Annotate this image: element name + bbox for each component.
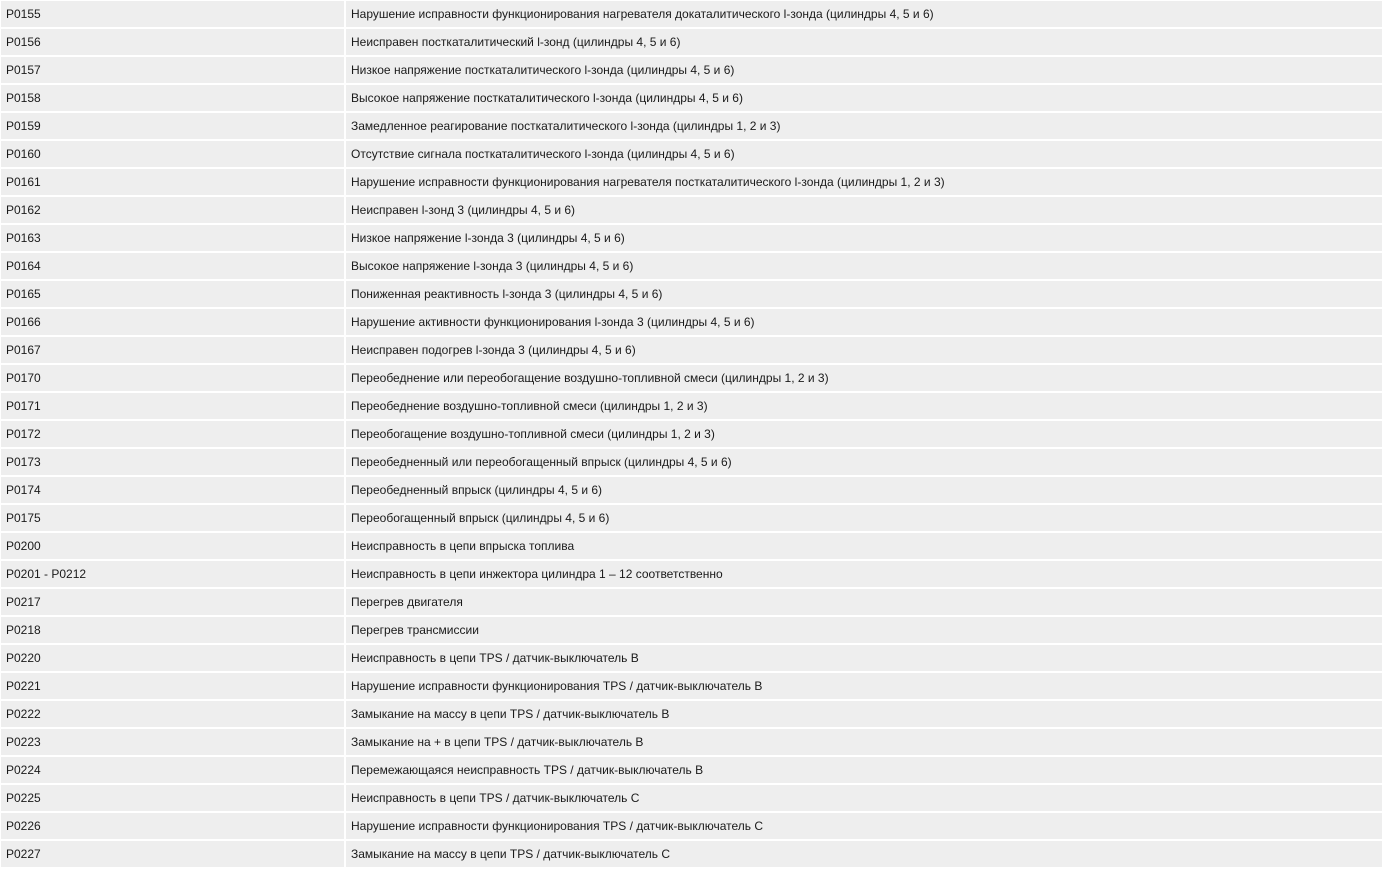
table-row <box>1 813 1382 839</box>
fault-code-cell: P0223 <box>1 729 344 755</box>
fault-description-cell: Неисправность в цепи впрыска топлива <box>346 533 1382 559</box>
fault-code-cell: P0220 <box>1 645 344 671</box>
fault-code-cell: P0221 <box>1 673 344 699</box>
fault-code-cell: P0158 <box>1 85 344 111</box>
table-row <box>1 841 1382 867</box>
table-row <box>1 197 1382 223</box>
fault-description-cell: Замедленное реагирование посткаталитического l-зонда (цилиндры 1, 2 и 3) <box>346 113 1382 139</box>
fault-code-cell: P0224 <box>1 757 344 783</box>
fault-code-cell: P0225 <box>1 785 344 811</box>
fault-code-cell: P0160 <box>1 141 344 167</box>
table-row <box>1 729 1382 755</box>
table-row <box>1 561 1382 587</box>
fault-description-cell: Высокое напряжение посткаталитического l-зонда (цилиндры 4, 5 и 6) <box>346 85 1382 111</box>
table-row <box>1 673 1382 699</box>
fault-code-cell: P0157 <box>1 57 344 83</box>
fault-description-cell: Неисправен посткаталитический l-зонд (цилиндры 4, 5 и 6) <box>346 29 1382 55</box>
fault-code-cell: P0165 <box>1 281 344 307</box>
fault-description-cell: Неисправность в цепи инжектора цилиндра 1 – 12 соответственно <box>346 561 1382 587</box>
table-row <box>1 309 1382 335</box>
fault-code-cell: P0218 <box>1 617 344 643</box>
fault-code-cell: P0227 <box>1 841 344 867</box>
fault-description-cell: Нарушение исправности функционирования TPS / датчик-выключатель B <box>346 673 1382 699</box>
fault-code-cell: P0170 <box>1 365 344 391</box>
fault-code-cell: P0174 <box>1 477 344 503</box>
fault-code-cell: P0200 <box>1 533 344 559</box>
table-row <box>1 449 1382 475</box>
table-row <box>1 29 1382 55</box>
fault-code-cell: P0164 <box>1 253 344 279</box>
table-row <box>1 533 1382 559</box>
fault-description-cell: Неисправен l-зонд 3 (цилиндры 4, 5 и 6) <box>346 197 1382 223</box>
fault-code-cell: P0155 <box>1 1 344 27</box>
table-row <box>1 505 1382 531</box>
fault-description-cell: Перегрев двигателя <box>346 589 1382 615</box>
fault-code-cell: P0161 <box>1 169 344 195</box>
fault-description-cell: Нарушение исправности функционирования нагревателя посткаталитического l-зонда (цилиндры 1, 2 и 3) <box>346 169 1382 195</box>
fault-description-cell: Нарушение исправности функционирования нагревателя докаталитического l-зонда (цилиндры 4, 5 и 6) <box>346 1 1382 27</box>
fault-description-cell: Замыкание на + в цепи TPS / датчик-выключатель B <box>346 729 1382 755</box>
table-row <box>1 393 1382 419</box>
fault-code-cell: P0217 <box>1 589 344 615</box>
table-row <box>1 645 1382 671</box>
fault-description-cell: Отсутствие сигнала посткаталитического l-зонда (цилиндры 4, 5 и 6) <box>346 141 1382 167</box>
fault-description-cell: Переобогащение воздушно-топливной смеси (цилиндры 1, 2 и 3) <box>346 421 1382 447</box>
fault-description-cell: Пониженная реактивность l-зонда 3 (цилиндры 4, 5 и 6) <box>346 281 1382 307</box>
table-row <box>1 477 1382 503</box>
fault-description-cell: Высокое напряжение l-зонда 3 (цилиндры 4, 5 и 6) <box>346 253 1382 279</box>
table-row <box>1 253 1382 279</box>
fault-code-cell: P0167 <box>1 337 344 363</box>
fault-description-cell: Замыкание на массу в цепи TPS / датчик-выключатель C <box>346 841 1382 867</box>
fault-code-cell: P0226 <box>1 813 344 839</box>
fault-description-cell: Замыкание на массу в цепи TPS / датчик-выключатель B <box>346 701 1382 727</box>
table-row <box>1 589 1382 615</box>
table-row <box>1 281 1382 307</box>
fault-description-cell: Перегрев трансмиссии <box>346 617 1382 643</box>
table-row <box>1 617 1382 643</box>
fault-code-cell: P0156 <box>1 29 344 55</box>
fault-code-cell: P0172 <box>1 421 344 447</box>
fault-description-cell: Низкое напряжение посткаталитического l-зонда (цилиндры 4, 5 и 6) <box>346 57 1382 83</box>
fault-description-cell: Нарушение исправности функционирования TPS / датчик-выключатель C <box>346 813 1382 839</box>
table-row <box>1 57 1382 83</box>
table-row <box>1 169 1382 195</box>
fault-code-cell: P0175 <box>1 505 344 531</box>
table-row <box>1 785 1382 811</box>
fault-description-cell: Переобедненный или переобогащенный впрыск (цилиндры 4, 5 и 6) <box>346 449 1382 475</box>
fault-description-cell: Перемежающаяся неисправность TPS / датчик-выключатель B <box>346 757 1382 783</box>
table-row <box>1 141 1382 167</box>
fault-description-cell: Переобедненный впрыск (цилиндры 4, 5 и 6) <box>346 477 1382 503</box>
table-row <box>1 421 1382 447</box>
fault-description-cell: Переобеднение воздушно-топливной смеси (цилиндры 1, 2 и 3) <box>346 393 1382 419</box>
fault-code-cell: P0222 <box>1 701 344 727</box>
table-row <box>1 757 1382 783</box>
fault-description-cell: Неисправность в цепи TPS / датчик-выключатель C <box>346 785 1382 811</box>
fault-description-cell: Переобогащенный впрыск (цилиндры 4, 5 и 6) <box>346 505 1382 531</box>
table-row <box>1 225 1382 251</box>
table-row <box>1 337 1382 363</box>
table-row <box>1 365 1382 391</box>
fault-description-cell: Неисправность в цепи TPS / датчик-выключатель B <box>346 645 1382 671</box>
table-row <box>1 701 1382 727</box>
fault-description-cell: Переобеднение или переобогащение воздушно-топливной смеси (цилиндры 1, 2 и 3) <box>346 365 1382 391</box>
fault-code-cell: P0162 <box>1 197 344 223</box>
fault-code-cell: P0163 <box>1 225 344 251</box>
table-row <box>1 1 1382 27</box>
table-row <box>1 113 1382 139</box>
fault-code-cell: P0159 <box>1 113 344 139</box>
fault-description-cell: Неисправен подогрев l-зонда 3 (цилиндры 4, 5 и 6) <box>346 337 1382 363</box>
fault-code-cell: P0171 <box>1 393 344 419</box>
fault-code-cell: P0173 <box>1 449 344 475</box>
fault-code-cell: P0201 - P0212 <box>1 561 344 587</box>
fault-description-cell: Нарушение активности функционирования l-зонда 3 (цилиндры 4, 5 и 6) <box>346 309 1382 335</box>
fault-code-cell: P0166 <box>1 309 344 335</box>
fault-code-rows <box>1 1 1382 867</box>
table-row <box>1 85 1382 111</box>
fault-description-cell: Низкое напряжение l-зонда 3 (цилиндры 4, 5 и 6) <box>346 225 1382 251</box>
